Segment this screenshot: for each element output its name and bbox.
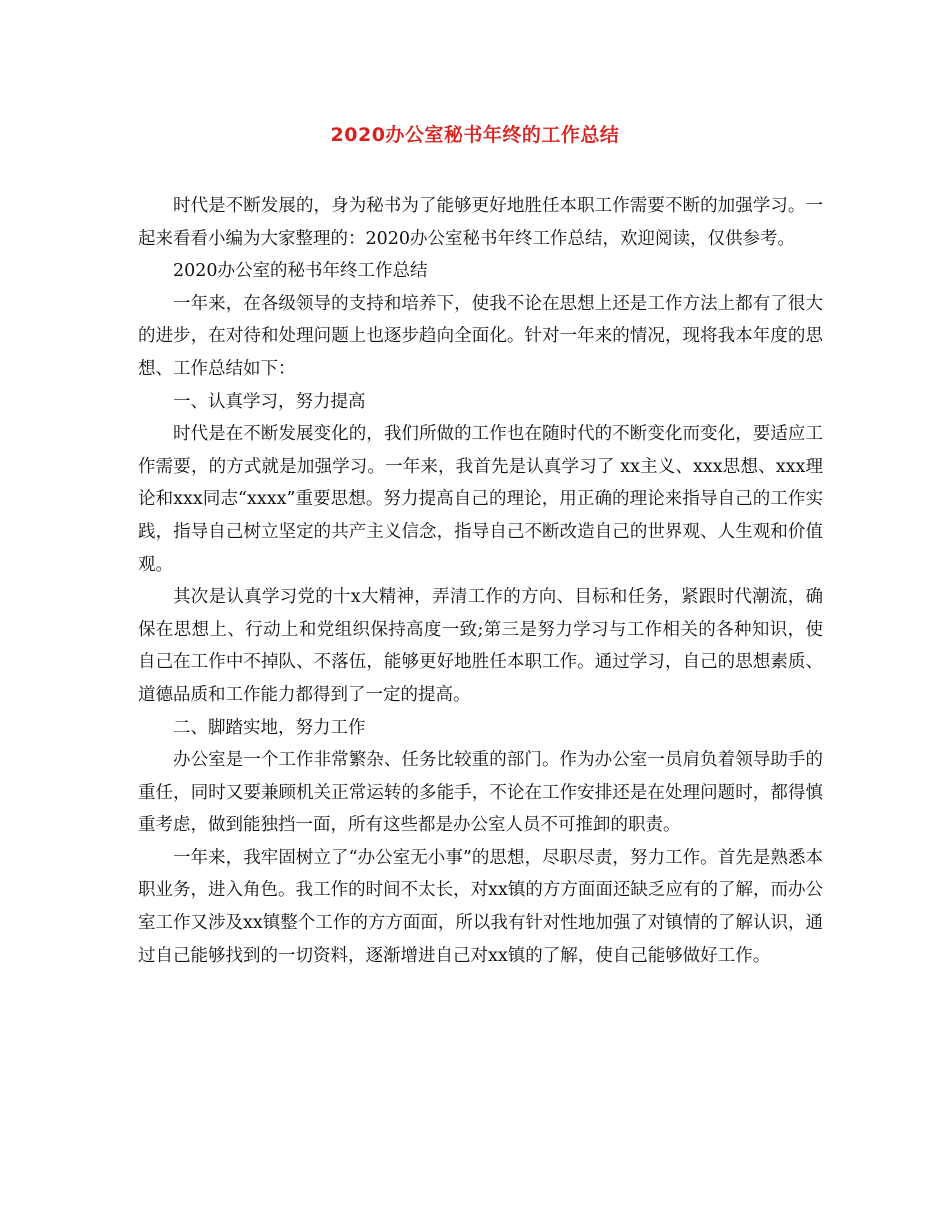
paragraph-overview: 一年来，在各级领导的支持和培养下，使我不论在思想上还是工作方法上都有了很大的进步，在对待和处理问题上也逐步趋向全面化。针对一年来的情况，现将我本年度的思想、工作总结如下： [138,293,823,379]
section-heading-1: 一、认真学习，努力提高 [173,391,366,412]
document-title: 2020办公室秘书年终的工作总结 [330,124,620,146]
paragraph-subtitle: 2020办公室的秘书年终工作总结 [173,261,428,282]
paragraph-intro: 时代是不断发展的，身为秘书为了能够更好地胜任本职工作需要不断的加强学习。一起来看看小编为大家整理的：2020办公室秘书年终工作总结，欢迎阅读，仅供参考。 [138,196,823,249]
document-body [138,190,823,972]
paragraph-work-2: 一年来，我牢固树立了“办公室无小事”的思想，尽职尽责，努力工作。首先是熟悉本职业务，进入角色。我工作的时间不太长，对xx镇的方方面面还缺乏应有的了解，而办公室工作又涉及xx镇整个工作的方方面面，所以我有针对性地加强了对镇情的了解认识，通过自己能够找到的一切资料，逐渐增进自己对xx镇的了解，使自己能够做好工作。 [138,847,823,966]
section-heading-2: 二、脚踏实地，努力工作 [173,717,366,738]
paragraph-work-1: 办公室是一个工作非常繁杂、任务比较重的部门。作为办公室一员肩负着领导助手的重任，同时又要兼顾机关正常运转的多能手，不论在工作安排还是在处理问题时，都得慎重考虑，做到能独挡一面，所有这些都是办公室人员不可推卸的职责。 [138,750,823,836]
paragraph-study-1: 时代是在不断发展变化的，我们所做的工作也在随时代的不断变化而变化，要适应工作需要，的方式就是加强学习。一年来，我首先是认真学习了 xx主义、xxx思想、xxx理论和xxx同志“xxxx”重要思想。努力提高自己的理论，用正确的理论来指导自己的工作实践，指导自己树立坚定的共产主义信念，指导自己不断改造自己的世界观、人生观和价值观。 [138,424,823,575]
paragraph-study-2: 其次是认真学习党的十x大精神，弄清工作的方向、目标和任务，紧跟时代潮流，确保在思想上、行动上和党组织保持高度一致;第三是努力学习与工作相关的各种知识，使自己在工作中不掉队、不落伍，能够更好地胜任本职工作。通过学习，自己的思想素质、道德品质和工作能力都得到了一定的提高。 [138,587,823,705]
